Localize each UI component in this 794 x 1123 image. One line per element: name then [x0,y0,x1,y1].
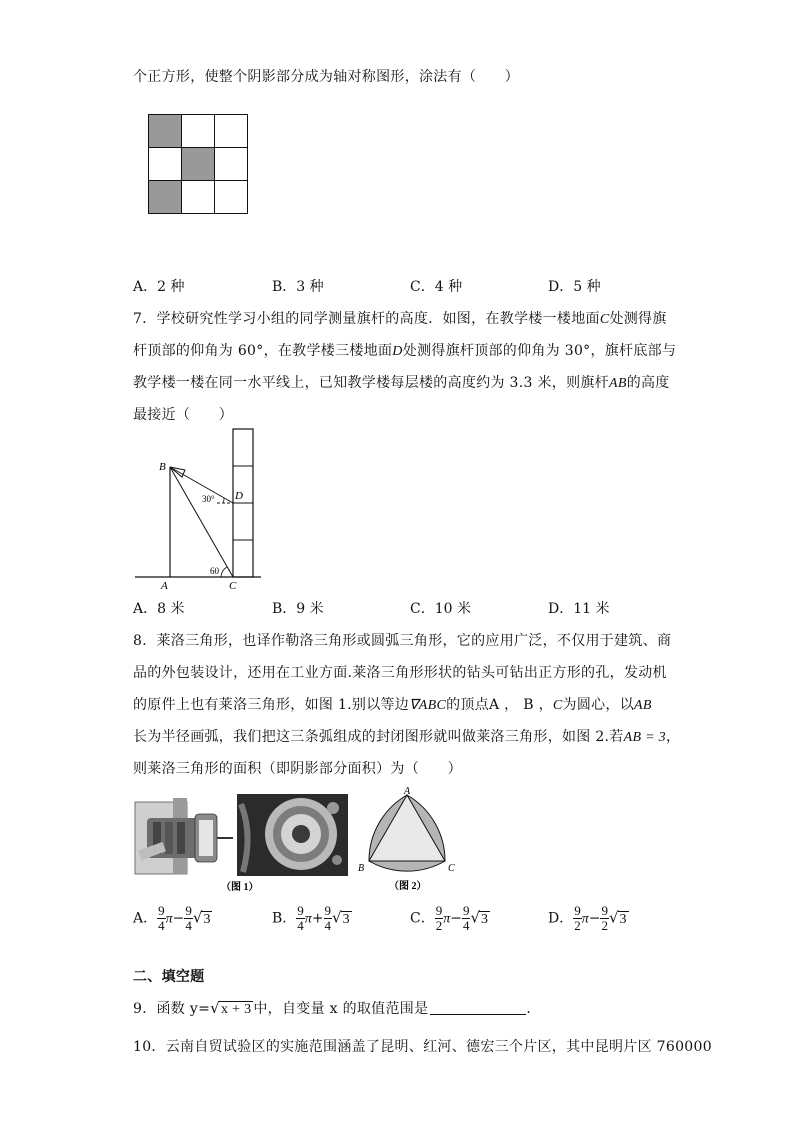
q8-figure-1-photo [133,794,348,894]
grid-cell-shaded [182,148,215,181]
q8-figure-1-caption: （图 1） [221,882,259,893]
q8-line-4: 长为半径画弧，我们把这三条弧组成的封闭图形就叫做莱洛三角形，如图 2.若AB = 3， [133,729,681,745]
q8-option-b: B． $\frac{9}{4}$ π+ $\frac{9}{4}$ √3 [272,903,350,933]
q7-line-1: 7．学校研究性学习小组的同学测量旗杆的高度．如图，在教学楼一楼地面C处测得旗 [133,311,667,327]
q8-line-2: 品的外包装设计，还用在工业方面.莱洛三角形形状的钻头可钻出正方形的孔，发动机 [133,665,667,681]
grid-cell [215,181,248,214]
q8-option-c: C． $\frac{9}{2}$ π− $\frac{9}{4}$ √3 [410,903,489,933]
q7-label-d: D [235,490,243,502]
q7-option-b: B．9 米 [272,601,324,617]
q7-option-d: D．11 米 [548,601,610,617]
q8-fig2-label-b: B [358,863,365,874]
q7-angle-30: 30° [202,494,215,504]
q7-line-3: 教学楼一楼在同一水平线上，已知教学楼每层楼的高度约为 3.3 米，则旗杆AB的高度 [133,375,670,391]
q7-flagpole-figure [133,425,263,590]
grid-cell [182,181,215,214]
q6-option-d: D．5 种 [548,279,601,295]
grid-cell [182,115,215,148]
grid-cell [215,115,248,148]
q7-label-a: A [161,580,168,590]
q6-option-c: C．4 种 [410,279,463,295]
q8-fig2-label-c: C [448,863,455,874]
q8-line-1: 8．莱洛三角形，也译作勒洛三角形或圆弧三角形，它的应用广泛，不仅用于建筑、商 [133,633,672,649]
q6-option-b: B．3 种 [272,279,324,295]
q8-option-d: D． $\frac{9}{2}$ π− $\frac{9}{2}$ √3 [548,903,627,933]
q9-line: 9．函数 y=√x + 3 中，自变量 x 的取值范围是 ． [133,999,541,1017]
grid-cell-shaded [149,115,182,148]
q7-label-c: C [229,580,237,590]
section-title-fill-in: 二、填空题 [133,969,205,985]
q7-angle-60: 60 [210,566,219,576]
q7-option-c: C．10 米 [410,601,471,617]
q7-option-a: A．8 米 [133,601,185,617]
q8-option-a: A． $\frac{9}{4}$ π− $\frac{9}{4}$ √3 [133,903,211,933]
q7-label-b: B [159,461,166,473]
q7-line-2: 杆顶部的仰角为 60°，在教学楼三楼地面D处测得旗杆顶部的仰角为 30°，旗杆底部与 [133,343,677,359]
q8-figure-2-caption: （图 2） [389,881,427,892]
q8-line-5: 则莱洛三角形的面积（即阴影部分面积）为（ ） [133,761,462,777]
q8-line-3: 的原件上也有莱洛三角形，如图 1.别以等边∇ABC的顶点A ， B ，C为圆心，以AB [133,697,652,713]
q6-grid-figure [148,114,248,214]
q6-stem: 个正方形，使整个阴影部分成为轴对称图形，涂法有（ ） [133,69,520,85]
q8-figure-2-reuleaux [355,787,463,895]
q9-answer-blank[interactable] [430,1000,526,1015]
q10-line: 10．云南自贸试验区的实施范围涵盖了昆明、红河、德宏三个片区，其中昆明片区 760000 [133,1039,712,1055]
grid-cell [215,148,248,181]
q8-fig2-label-a: A [404,787,411,797]
q6-option-a: A．2 种 [133,279,185,295]
grid-cell [149,148,182,181]
q7-line-4: 最接近（ ） [133,407,234,423]
grid-cell-shaded [149,181,182,214]
